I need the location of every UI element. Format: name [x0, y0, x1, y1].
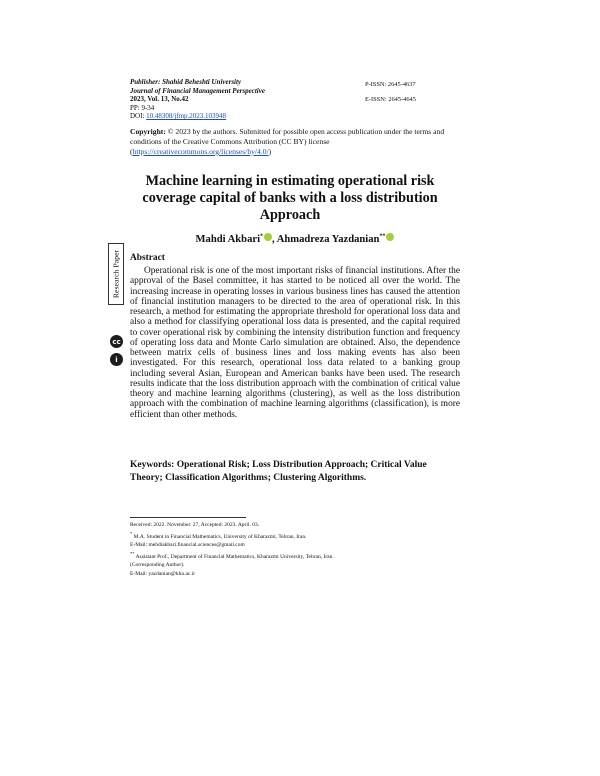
author-separator: ,: [272, 234, 277, 245]
license-open: (: [130, 147, 133, 156]
side-label-text: Research Paper: [111, 249, 121, 299]
copyright-text: © 2023 by the authors. Submitted for possible open access publication under the terms and conditions of the Creative Commons Attribution (CC BY) license: [130, 127, 445, 146]
footnote-2: [130, 550, 460, 561]
footnote-2-text: Assistant Prof., Department of Financial Mathematics, Kharazmi University, Tehran, Iran.: [135, 553, 334, 560]
copyright-label: Copyright:: [130, 127, 166, 136]
author-line: [130, 233, 460, 245]
publisher: Publisher: Shahid Beheshti University: [130, 78, 242, 86]
footnote-2-email: E-Mail: yazdanian@khu.ac.ir: [130, 570, 196, 577]
cc-icon: [110, 335, 123, 348]
page-range: PP: 9-34: [130, 103, 155, 112]
orcid-icon[interactable]: [264, 233, 272, 241]
footnote-1-email: E-Mail: mehdiakbari.financial.sciences@gmail.com: [130, 542, 245, 549]
volume-info: 2023, Vol. 13, No.42: [130, 95, 189, 104]
footnote-mark: **: [130, 550, 135, 556]
received-date: Received: 2022. November. 27, Accepted: 2023. April. 03.: [130, 522, 260, 528]
footnote-mark: *: [130, 530, 133, 536]
by-icon-text: i: [115, 355, 118, 364]
by-icon: [110, 353, 123, 366]
journal-header: [130, 78, 370, 121]
journal-name: Journal of Financial Management Perspective: [130, 86, 265, 95]
keywords: Keywords: Operational Risk; Loss Distribution Approach; Critical Value Theory; Classification Algorithms; Clustering Algorithms.: [130, 460, 427, 483]
abstract-body: Operational risk is one of the most important risks of financial institutions. After the approval of the Basel committee, it has started to be noticed all over the world. The increasing increase in operating losses in various business lines has caused the attention of financial institution managers to be directed to the area of operational risk. In this research, a method for estimating the appropriate threshold for operational loss data and also a method for classifying operational loss data is presented, and the capital required to cover operational risk by combining the intensity distribution function and frequency of operating loss data and Monte Carlo simulation are obtained. Also, the dependence between matrix cells of business lines and loss making events has also been investigated. For this research, operational loss data related to a banking group including several Asian, European and American banks have been used. The research results indicate that the loss distribution approach with the combination of critical value theory and machine learning algorithms (clustering), as well as the loss distribution approach with the combination of machine learning algorithms (classification), is more efficient than other methods.: [130, 266, 460, 420]
author-mark: *: [260, 233, 264, 240]
doi-link[interactable]: 10.48308/jfmp.2023.103948: [146, 112, 227, 121]
footnote-1-text: M.A. Student in Financial Mathematics, University of Kharazmi, Tehran, Iran.: [133, 533, 307, 540]
footnote-divider: [130, 517, 246, 518]
e-issn: E-ISSN: 2645-4645: [365, 96, 416, 103]
license-link[interactable]: https://creativecommons.org/licenses/by/4.0/: [132, 147, 269, 156]
author-name: Ahmadreza Yazdanian: [276, 234, 380, 245]
author-mark: **: [379, 233, 386, 240]
paper-title: Machine learning in estimating operational risk coverage capital of banks with a loss distribution Approach: [142, 173, 438, 223]
corresponding-note: (Corresponding Author).: [130, 562, 185, 569]
p-issn: P-ISSN: 2645-4637: [365, 81, 416, 88]
author-name: Mahdi Akbari: [195, 234, 261, 245]
doi-line: [130, 112, 370, 121]
research-paper-label: [108, 243, 124, 305]
orcid-icon[interactable]: [386, 233, 394, 241]
copyright-notice: [130, 127, 460, 157]
abstract-heading: Abstract: [130, 253, 165, 263]
cc-icon-text: cc: [112, 337, 121, 346]
footnote-1: [130, 530, 460, 541]
license-close: ): [268, 147, 272, 156]
doi-label: DOI:: [130, 112, 145, 121]
footnotes: [130, 521, 460, 578]
